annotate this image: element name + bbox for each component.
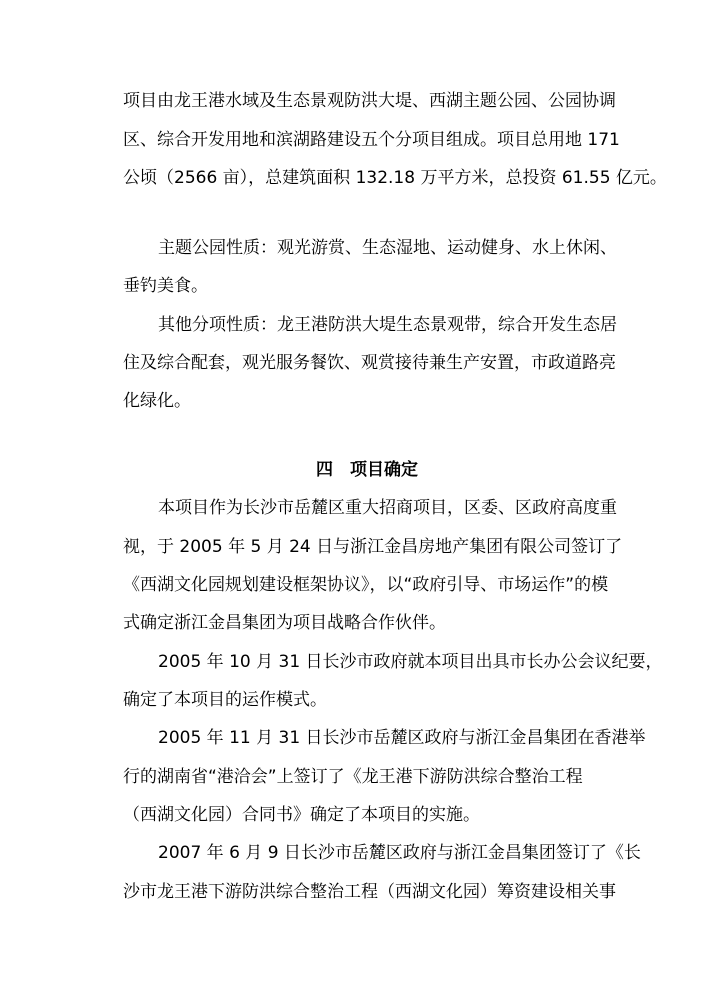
section-heading: 四 项目确定 (316, 460, 418, 480)
paragraph-3-line-3: 化绿化。 (123, 391, 191, 411)
paragraph-6-line-2: 行的湖南省“港洽会”上签订了《龙王港下游防洪综合整治工程 (123, 767, 583, 787)
paragraph-1-line-1: 项目由龙王港水域及生态景观防洪大堤、西湖主题公园、公园协调 (123, 91, 616, 111)
paragraph-4-line-4: 式确定浙江金昌集团为项目战略合作伙伴。 (123, 613, 446, 633)
paragraph-5-line-1: 2005 年 10 月 31 日长沙市政府就本项目出具市长办公会议纪要， (158, 652, 663, 672)
paragraph-4-line-2: 视，于 2005 年 5 月 24 日与浙江金昌房地产集团有限公司签订了 (123, 537, 623, 557)
paragraph-1-line-3: 公顷（2566 亩），总建筑面积 132.18 万平方米，总投资 61.55 亿元。 (123, 168, 667, 188)
paragraph-5-line-2: 确定了本项目的运作模式。 (123, 690, 327, 710)
paragraph-1-line-2: 区、综合开发用地和滨湖路建设五个分项目组成。项目总用地 171 (123, 130, 620, 150)
paragraph-2-line-2: 垂钓美食。 (123, 276, 208, 296)
paragraph-7-line-2: 沙市龙王港下游防洪综合整治工程（西湖文化园）筹资建设相关事 (123, 882, 616, 902)
paragraph-6-line-3: （西湖文化园）合同书》确定了本项目的实施。 (123, 805, 480, 825)
paragraph-7-line-1: 2007 年 6 月 9 日长沙市岳麓区政府与浙江金昌集团签订了《长 (158, 843, 641, 863)
paragraph-2-line-1: 主题公园性质：观光游赏、生态湿地、运动健身、水上休闲、 (158, 238, 617, 258)
paragraph-3-line-1: 其他分项性质：龙王港防洪大堤生态景观带，综合开发生态居 (158, 315, 617, 335)
paragraph-4-line-1: 本项目作为长沙市岳麓区重大招商项目，区委、区政府高度重 (158, 498, 617, 518)
paragraph-6-line-1: 2005 年 11 月 31 日长沙市岳麓区政府与浙江金昌集团在香港举 (158, 728, 646, 748)
paragraph-3-line-2: 住及综合配套，观光服务餐饮、观赏接待兼生产安置，市政道路亮 (123, 353, 616, 373)
paragraph-4-line-3: 《西湖文化园规划建设框架协议》，以“政府引导、市场运作”的模 (123, 575, 609, 595)
